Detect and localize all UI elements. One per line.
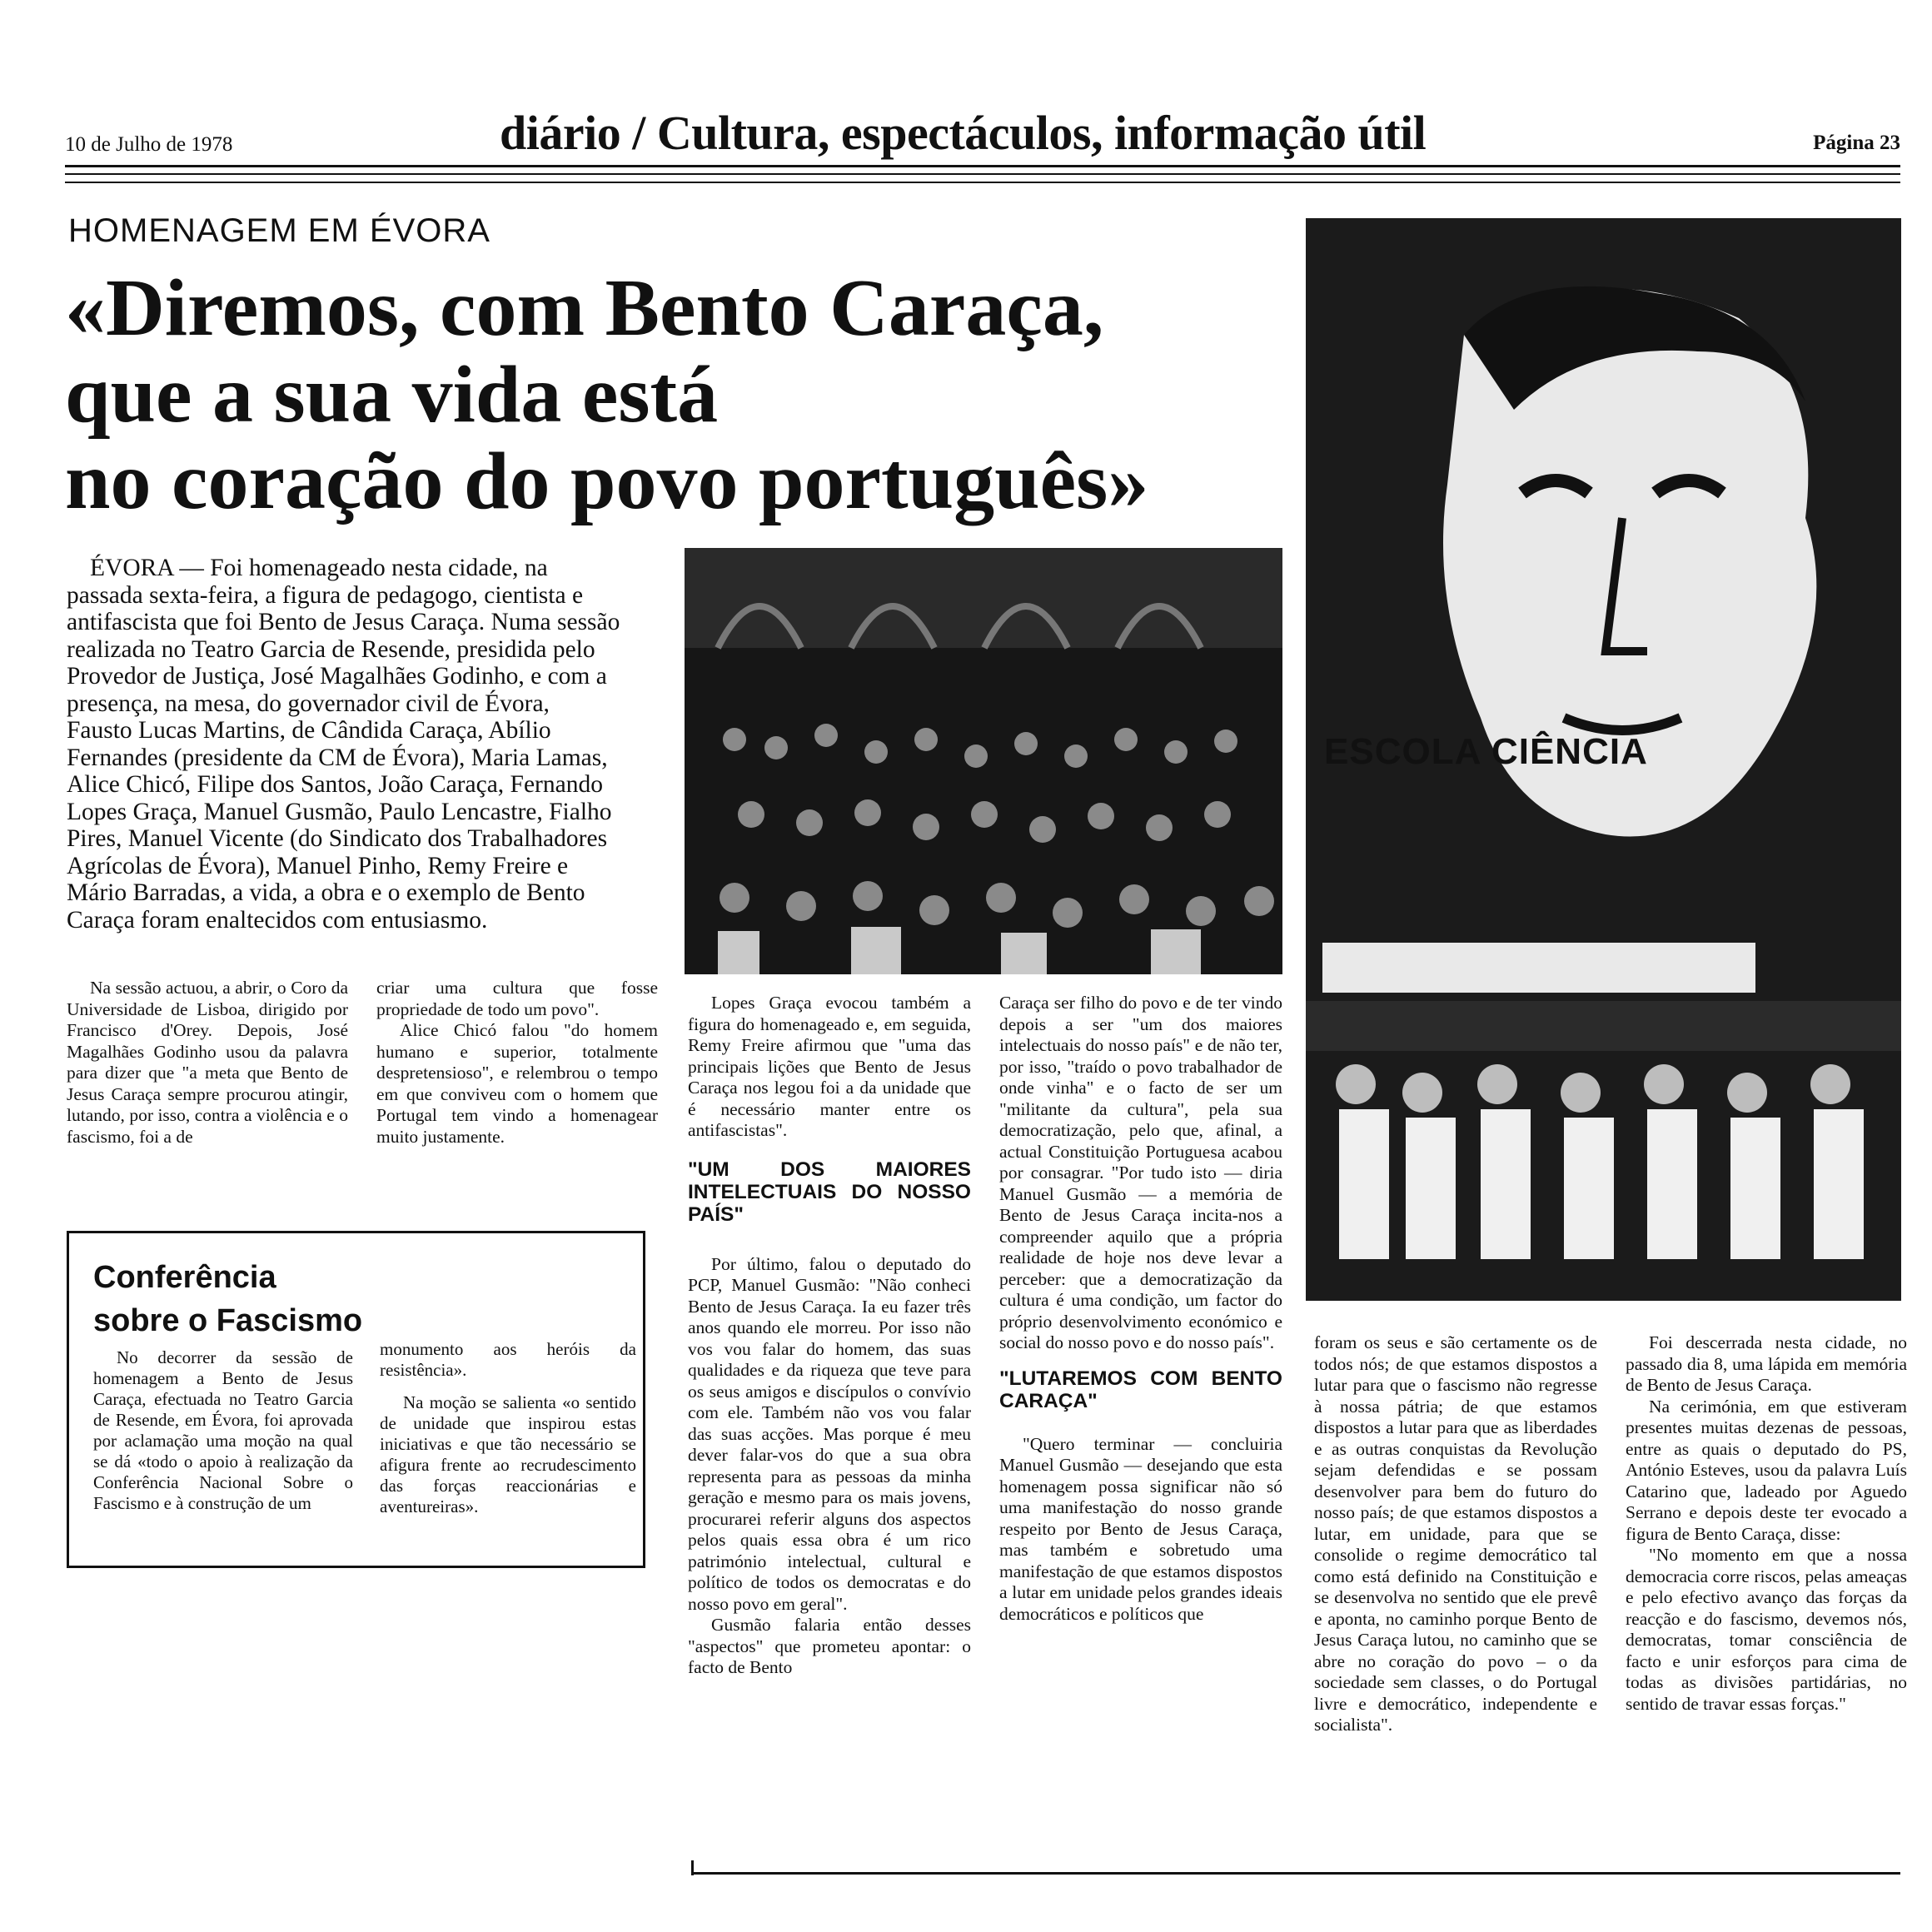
box-title-line-1: Conferência bbox=[93, 1260, 276, 1295]
section-title: diário / Cultura, espectáculos, informação útil bbox=[500, 106, 1427, 160]
banner-text: ESCOLA CIÊNCIA bbox=[1324, 731, 1648, 772]
audience-photo bbox=[685, 548, 1282, 974]
masthead-rule-thin bbox=[65, 173, 1900, 175]
issue-date: 10 de Julho de 1978 bbox=[65, 133, 233, 156]
body-col-6-p2: Na cerimónia, em que estiveram presentes muitas dezenas de pessoas, entre as quais o deputado do PS, António Esteves, usou da palavra Luís Catarino que, ladeado por Aguedo Serrano e depois deste ter evocado a figura de Bento Caraça, disse: bbox=[1626, 1396, 1907, 1544]
headline-line-1: «Diremos, com Bento Caraça, bbox=[65, 263, 1104, 353]
body-col-6-p3: "No momento em que a nossa democracia corre riscos, pelas ameaças e pelo efectivo avanço das forças da reacção e do fascismo, devemos nós, democratas, tomar consciência de facto e unir esforços para cima de todas as divisões partidárias, no sentido de travar essas forças." bbox=[1626, 1545, 1907, 1714]
body-col-3-p2: Por último, falou o deputado do PCP, Manuel Gusmão: "Não conheci Bento de Jesus Caraça. Ia eu fazer três anos quando ele morreu. Por isso não vos vou falar do homem, das suas qualidades e da riqueza que teve para os seus amigos e discípulos o convívio com ele. Também não vos vou falar das suas acções. Mas porque é meu dever falar-vos do que a sua obra representa para as pessoas da minha geração e mesmo para os mais jovens, procurarei referir alguns dos aspectos pelos quais essa obra é um rico património intelectual, cultural e político de todos os democratas e do nosso povo em geral". bbox=[688, 1253, 971, 1614]
body-col-4-p1: Caraça ser filho do povo e de ter vindo depois a ser "um dos maiores intelectuais do nosso país" e de não ter, por isso, "traído o povo trabalhador de onde vinha" e o facto de ser um "militante da cultura", pela sua democratização, pelo que, afinal, a actual Constituição Portuguesa acabou por consagrar. "Por tudo isto — diria Manuel Gusmão — a memória de Bento de Jesus Caraça incita-nos a compreender aquilo que a própria realidade de hoje nos deve levar a perceber: que a democratização da cultura é uma condição, um factor do próprio desenvolvimento económico e social do nosso povo e do nosso país". bbox=[999, 993, 1282, 1352]
box-title-line-2: sobre o Fascismo bbox=[93, 1303, 363, 1338]
sidebar-box-col-2 bbox=[380, 1339, 636, 1517]
body-col-1: Na sessão actuou, a abrir, o Coro da Universidade de Lisboa, dirigido por Francisco d'Orey. Depois, José Magalhães Godinho usou da palavra para dizer que "a meta que Bento de Jesus Caraça sempre procurou atingir, lutando, por isso, contra a violência e o fascismo, foi a de bbox=[67, 978, 348, 1147]
article-lead: ÉVORA — Foi homenageado nesta cidade, na passada sexta-feira, a figura de pedagogo, cientista e antifascista que foi Bento de Jesus Caraça. Numa sessão realizada no Teatro Garcia de Resende, presidida pelo Provedor de Justiça, José Magalhães Godinho, e com a presença, na mesa, do governador civil de Évora, Fausto Lucas Martins, de Cândida Caraça, Abílio Fernandes (presidente da CM de Évora), Maria Lamas, Alice Chicó, Filipe dos Santos, João Caraça, Fernando Lopes Graça, Manuel Gusmão, Paulo Lencastre, Fialho Pires, Manuel Vicente (do Sindicato dos Trabalhadores Agrícolas de Évora), Manuel Pinho, Remy Freire e Mário Barradas, a vida, a obra e o exemplo de Bento Caraça foram enaltecidos com entusiasmo. bbox=[67, 555, 620, 934]
body-col-4 bbox=[999, 993, 1282, 1625]
bottom-rule-tick bbox=[691, 1860, 694, 1875]
sidebar-box-title bbox=[93, 1256, 362, 1342]
body-col-3-p1: Lopes Graça evocou também a figura do homenageado e, em seguida, Remy Freire afirmou que "uma das principais lições que Bento de Jesus Caraça nos legou foi a da unidade que é necessário manter entre os antifascistas". bbox=[688, 993, 971, 1140]
masthead-rule bbox=[65, 165, 1900, 167]
article-kicker: HOMENAGEM EM ÉVORA bbox=[68, 212, 490, 249]
subhead-lutaremos: "LUTAREMOS COM BENTO CARAÇA" bbox=[999, 1367, 1282, 1412]
body-col-2-p1: criar uma cultura que fosse propriedade de todo um povo". bbox=[376, 978, 658, 1019]
sidebar-box-col-2-p2: Na moção se salienta «o sentido de unidade que inspirou estas iniciativas e que tão necessário se afigura frente ao recrudescimento das forças reaccionárias e aventureiras». bbox=[380, 1392, 636, 1516]
body-col-2-p2: Alice Chicó falou "do homem humano e superior, totalmente despretensioso", e relembrou o tempo em que conviveu com o homem que Portugal tem vindo a homenagear muito justamente. bbox=[376, 1020, 658, 1147]
sidebar-box-col-1: No decorrer da sessão de homenagem a Bento de Jesus Caraça, efectuada no Teatro Garcia de Resende, em Évora, foi aprovada por aclamação uma moção na qual se dá «todo o apoio à realização da Conferência Nacional Sobre o Fascismo e à construção de um bbox=[93, 1347, 353, 1513]
masthead-rule-thin-2 bbox=[65, 182, 1900, 183]
headline-line-3: no coração do povo português» bbox=[65, 436, 1149, 526]
sidebar-box-col-2-p1: monumento aos heróis da resistência». bbox=[380, 1339, 636, 1380]
body-col-3 bbox=[688, 993, 971, 1679]
body-col-4-p2: "Quero terminar — concluiria Manuel Gusmão — desejando que esta homenagem possa significar não só uma manifestação do nosso grande respeito por Bento de Jesus Caraça, mas também e sobretudo uma manifestação de que estamos dispostos a lutar em unidade pelos grandes ideais democráticos e políticos que bbox=[999, 1433, 1282, 1624]
body-col-6-p1: Foi descerrada nesta cidade, no passado dia 8, uma lápida em memória de Bento de Jesus Caraça. bbox=[1626, 1332, 1907, 1395]
body-col-3-p3: Gusmão falaria então desses "aspectos" que prometeu apontar: o facto de Bento bbox=[688, 1615, 971, 1677]
headline-line-2: que a sua vida está bbox=[65, 350, 719, 440]
body-col-2 bbox=[376, 978, 658, 1148]
article-headline bbox=[65, 265, 1289, 525]
body-col-6 bbox=[1626, 1332, 1907, 1715]
bottom-rule bbox=[691, 1872, 1900, 1875]
page-number: Página 23 bbox=[1813, 132, 1900, 154]
body-col-5: foram os seus e são certamente os de todos nós; de que estamos dispostos a lutar para que o fascismo não regresse à nossa pátria; de que estamos dispostos a lutar para que as liberdades e as outras conquistas da Revolução sejam defendidas e se possam desenvolver para bem do futuro do nosso país; de que estamos dispostos a lutar, em unidade, para que se consolide o regime democrático tal como está definido na Constituição e se desenvolva no sentido que ele prevê e aponta, no caminho porque Bento de Jesus Caraça lutou, no caminho que se abre no coração do povo – o da sociedade sem classes, o do Portugal livre e democrático, independente e socialista". bbox=[1314, 1332, 1597, 1735]
subhead-intelectuais: "UM DOS MAIORES INTELECTUAIS DO NOSSO PAÍS" bbox=[688, 1158, 971, 1226]
